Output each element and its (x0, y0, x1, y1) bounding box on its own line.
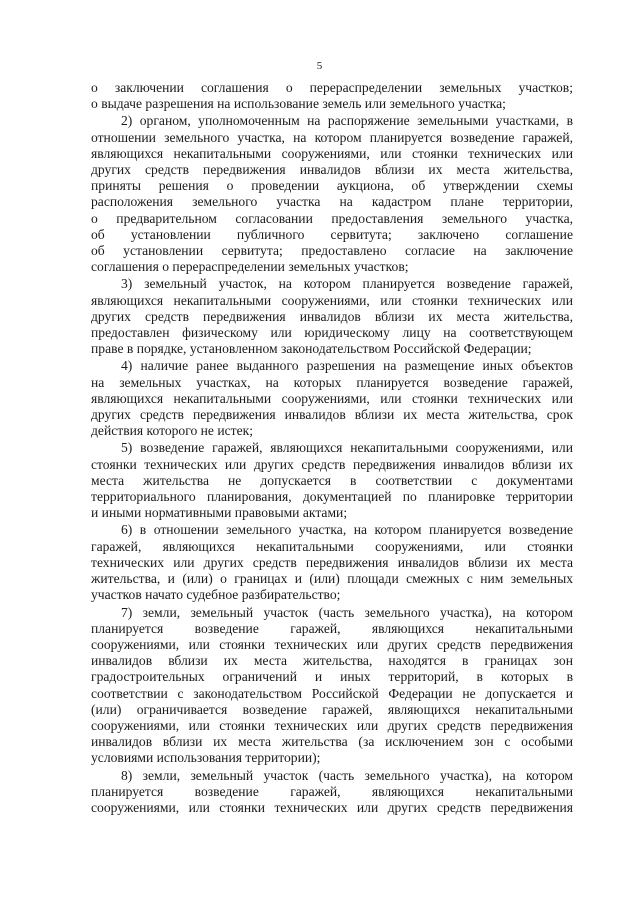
document-body (91, 80, 573, 816)
text-line: о выдаче разрешения на использование земель или земельного участка; (91, 96, 506, 112)
text-line: других средств передвижения инвалидов вблизи их места жительства, (91, 308, 573, 324)
text-line: 6) в отношении земельного участка, на котором планируется возведение (121, 522, 573, 538)
paragraph-4 (91, 358, 573, 439)
text-line: сооружениями, или стоянки технических или других средств передвижения (91, 636, 573, 652)
text-line: (или) ограничивается возведение гаражей, являющихся некапитальными (91, 701, 573, 717)
text-line: условиями использования территории); (91, 750, 321, 766)
text-line: приняты решения о проведении аукциона, об утверждении схемы (91, 178, 573, 194)
text-line: об установлении сервитута; предоставлено согласие на заключение (91, 243, 573, 259)
text-line: о предварительном согласовании предоставления земельного участка, (91, 210, 573, 226)
text-line: 3) земельный участок, на котором планируется возведение гаражей, (121, 276, 573, 292)
text-line: отношении земельного участка, на котором планируется возведение гаражей, (91, 129, 573, 145)
text-line: об установлении публичного сервитута; заключено соглашение (91, 226, 573, 242)
text-line: гаражей, являющихся некапитальными сооружениями, или стоянки (91, 538, 573, 554)
paragraph-6 (91, 522, 573, 603)
text-line: и иными нормативными правовыми актами; (91, 505, 348, 521)
text-line: являющихся некапитальными сооружениями, или стоянки технических или (91, 292, 573, 308)
text-line: стоянки технических или других средств передвижения инвалидов вблизи их (91, 456, 573, 472)
paragraph-2 (91, 113, 573, 275)
text-line: места жительства не допускается в соответствии с документами (91, 472, 573, 488)
text-line: инвалидов вблизи их места жительства, находятся в границах зон (91, 653, 573, 669)
text-line: 8) земли, земельный участок (часть земельного участка), на котором (121, 767, 573, 783)
text-line: на земельных участках, на которых планируется возведение гаражей, (91, 374, 573, 390)
text-line: праве в порядке, установленном законодательством Российской Федерации; (91, 341, 532, 357)
text-line: градостроительных ограничений и иных территорий, в которых в (91, 669, 573, 685)
page-number: 5 (316, 60, 323, 72)
text-line: 2) органом, уполномоченным на распоряжение земельными участками, в (121, 113, 573, 129)
text-line: инвалидов вблизи их места жительства (за исключением зон с особыми (91, 734, 573, 750)
text-line: сооружениями, или стоянки технических или других средств передвижения (91, 799, 573, 815)
text-line: территориального планирования, документацией по планировке территории (91, 489, 573, 505)
paragraph-1 (91, 80, 573, 112)
text-line: 7) земли, земельный участок (часть земельного участка), на котором (121, 604, 573, 620)
text-line: соответствии с законодательством Российской Федерации не допускается и (91, 685, 573, 701)
text-line: о заключении соглашения о перераспределении земельных участков; (91, 80, 573, 95)
text-line: действия которого не истек; (91, 423, 254, 439)
text-line: являющихся некапитальными сооружениями, или стоянки технических или (91, 390, 573, 406)
paragraph-8 (91, 768, 573, 817)
paragraph-3 (91, 276, 573, 357)
text-line: планируется возведение гаражей, являющихся некапитальными (91, 620, 573, 636)
text-line: являющихся некапитальными сооружениями, или стоянки технических или (91, 145, 573, 161)
text-line: жительства, и (или) о границах и (или) площади смежных с ним земельных (91, 571, 573, 587)
text-line: расположения земельного участка на кадастром плане территории, (91, 194, 573, 210)
paragraph-5 (91, 440, 573, 521)
text-line: сооружениями, или стоянки технических или других средств передвижения (91, 717, 573, 733)
text-line: других средств передвижения инвалидов вблизи их места жительства, срок (91, 407, 573, 423)
paragraph-7 (91, 605, 573, 767)
text-line: других средств передвижения инвалидов вблизи их места жительства, (91, 162, 573, 178)
text-line: технических или других средств передвижения инвалидов вблизи их места (91, 554, 573, 570)
text-line: предоставлен физическому или юридическому лицу на соответствующем (91, 325, 573, 341)
text-line: соглашения о перераспределении земельных участков; (91, 259, 409, 275)
text-line: планируется возведение гаражей, являющихся некапитальными (91, 783, 573, 799)
text-line: 4) наличие ранее выданного разрешения на размещение иных объектов (121, 358, 573, 374)
text-line: 5) возведение гаражей, являющихся некапитальными сооружениями, или (121, 440, 573, 456)
text-line: участков начато судебное разбирательство; (91, 587, 341, 603)
